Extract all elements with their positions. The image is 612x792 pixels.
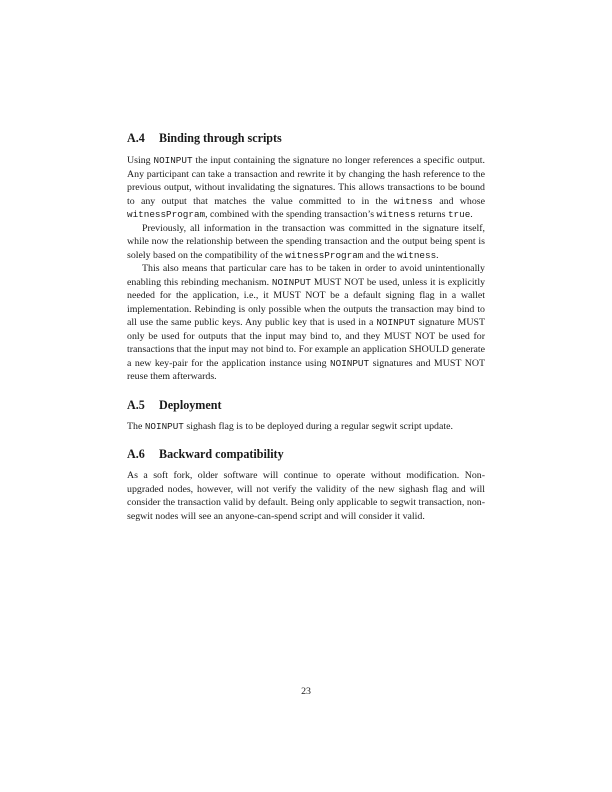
section-title: Binding through scripts [159, 131, 282, 145]
section-heading-a5 [127, 397, 485, 413]
section-number: A.4 [127, 131, 145, 145]
section-title: Deployment [159, 397, 222, 412]
section-title: Backward compatibility [159, 447, 284, 461]
section-heading-a4 [127, 130, 485, 146]
code-run: witness [376, 209, 416, 220]
text-run: As a soft fork, older software will continue to operate without modification. Non-upgraded nodes, however, will not verify the validity of the new sighash flag and will consider the transaction valid by default. Being only applicable to segwit transaction, non-segwit nodes will see an anyone-can-spend script and will consider it valid. [127, 470, 485, 522]
code-run: true [447, 209, 471, 220]
text-run: This also means that particular care has to be taken in order to avoid unintentionally enabling this rebinding mechanism. [127, 263, 485, 288]
text-run: . [470, 209, 473, 220]
code-run: witnessProgram [127, 209, 206, 220]
code-run: NOINPUT [376, 317, 416, 328]
text-run: and the [363, 249, 398, 261]
paragraph-a4-1 [127, 154, 485, 222]
text-run: signature MUST only be used for outputs that the input may bind to, and they MUST NOT be used for transactions that the input may not bind to. For example an application SHOULD generate a new key-pair for the application instance using [127, 317, 485, 369]
code-run: witnessProgram [285, 249, 364, 261]
code-run: witness [393, 195, 433, 207]
text-run: . [436, 249, 439, 261]
code-run: NOINPUT [271, 276, 311, 288]
paragraph-a6-1 [127, 469, 485, 523]
text-run: and whose [432, 195, 485, 207]
text-run: Previously, all information in the transaction was committed in the signature itself, while now the relationship between the spending transaction and the output being spent is solely based on the compatibility of the [127, 222, 485, 261]
text-run: returns [415, 209, 448, 220]
code-run: NOINPUT [330, 357, 370, 369]
text-run: , combined with the spending transaction’s [205, 209, 377, 220]
page-number: 23 [301, 686, 311, 697]
code-run: NOINPUT [153, 155, 193, 166]
text-run: the input containing the signature no longer references a specific output. Any participant can take a transaction and rewrite it by changing the hash reference to the previous output, without invalidating the signatures. This allows transactions to be bound to any output that matches the value committed to in the [127, 155, 485, 207]
text-run: Using [127, 155, 154, 166]
text-run: sighash flag is to be deployed during a regular segwit script update. [183, 420, 453, 432]
paragraph-a4-2 [127, 222, 485, 263]
page-content [127, 124, 485, 523]
section-number: A.5 [127, 397, 145, 412]
text-run: The [127, 420, 145, 432]
code-run: NOINPUT [144, 420, 184, 432]
code-run: witness [397, 249, 437, 261]
section-number: A.6 [127, 447, 145, 461]
text-run: MUST NOT be used, unless it is explicitly needed for the application, i.e., it MUST NOT be a default signing flag in a wallet implementation. Rebinding is only possible when the outputs the transaction may bind to all use the same public keys. Any public key that is used in a [127, 276, 486, 328]
section-heading-a6 [127, 446, 485, 462]
paragraph-a5-1 [127, 420, 485, 434]
text-run: signatures and MUST NOT reuse them afterwards. [127, 357, 485, 382]
paragraph-a4-3 [127, 262, 485, 384]
